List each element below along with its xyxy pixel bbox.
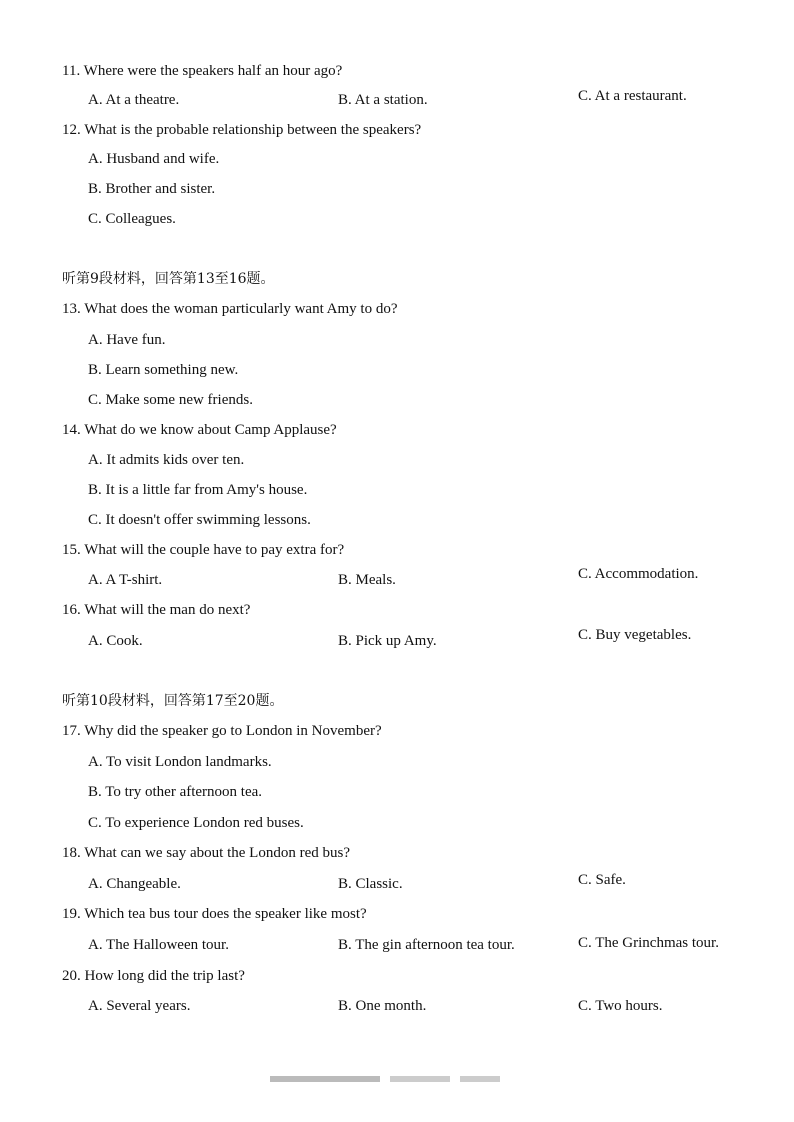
question-12-option-b: B. Brother and sister.	[88, 181, 216, 197]
question-19-stem: 19. Which tea bus tour does the speaker like most?	[62, 906, 367, 922]
section-10-heading: 听第10段材料，回答第17至20题。	[62, 693, 284, 709]
question-11-option-c: C. At a restaurant.	[578, 88, 687, 104]
question-18-option-c: C. Safe.	[578, 872, 626, 888]
question-20-stem: 20. How long did the trip last?	[62, 968, 245, 984]
question-18-option-a: A. Changeable.	[88, 876, 181, 892]
question-19-option-b: B. The gin afternoon tea tour.	[338, 937, 515, 953]
question-20-option-c: C. Two hours.	[578, 998, 663, 1014]
question-16-stem: 16. What will the man do next?	[62, 602, 251, 618]
question-15-option-c: C. Accommodation.	[578, 566, 699, 582]
question-14-option-c: C. It doesn't offer swimming lessons.	[88, 512, 311, 528]
question-16-option-b: B. Pick up Amy.	[338, 633, 437, 649]
question-12-stem: 12. What is the probable relationship between the speakers?	[62, 122, 422, 138]
question-18-stem: 18. What can we say about the London red bus?	[62, 845, 350, 861]
question-13-stem: 13. What does the woman particularly want Amy to do?	[62, 301, 398, 317]
question-13-option-a: A. Have fun.	[88, 332, 166, 348]
question-11-option-a: A. At a theatre.	[88, 92, 180, 108]
question-12-option-a: A. Husband and wife.	[88, 151, 220, 167]
question-15-option-a: A. A T-shirt.	[88, 572, 163, 588]
question-17-option-c: C. To experience London red buses.	[88, 815, 304, 831]
question-14-option-b: B. It is a little far from Amy's house.	[88, 482, 308, 498]
question-11-option-b: B. At a station.	[338, 92, 428, 108]
question-12-option-c: C. Colleagues.	[88, 211, 176, 227]
question-20-option-a: A. Several years.	[88, 998, 191, 1014]
question-15-stem: 15. What will the couple have to pay extra for?	[62, 542, 345, 558]
question-18-option-b: B. Classic.	[338, 876, 403, 892]
footer-smudge	[270, 1073, 510, 1085]
question-14-stem: 14. What do we know about Camp Applause?	[62, 422, 337, 438]
question-20-option-b: B. One month.	[338, 998, 427, 1014]
section-9-heading: 听第9段材料，回答第13至16题。	[62, 271, 275, 287]
question-17-stem: 17. Why did the speaker go to London in November?	[62, 723, 382, 739]
question-11-stem: 11. Where were the speakers half an hour ago?	[62, 63, 343, 79]
question-17-option-b: B. To try other afternoon tea.	[88, 784, 263, 800]
question-13-option-b: B. Learn something new.	[88, 362, 239, 378]
question-13-option-c: C. Make some new friends.	[88, 392, 253, 408]
question-16-option-a: A. Cook.	[88, 633, 143, 649]
question-19-option-a: A. The Halloween tour.	[88, 937, 229, 953]
page-footer-mark	[270, 1072, 510, 1090]
question-17-option-a: A. To visit London landmarks.	[88, 754, 272, 770]
question-19-option-c: C. The Grinchmas tour.	[578, 935, 719, 951]
question-16-option-c: C. Buy vegetables.	[578, 627, 692, 643]
question-14-option-a: A. It admits kids over ten.	[88, 452, 245, 468]
question-15-option-b: B. Meals.	[338, 572, 396, 588]
